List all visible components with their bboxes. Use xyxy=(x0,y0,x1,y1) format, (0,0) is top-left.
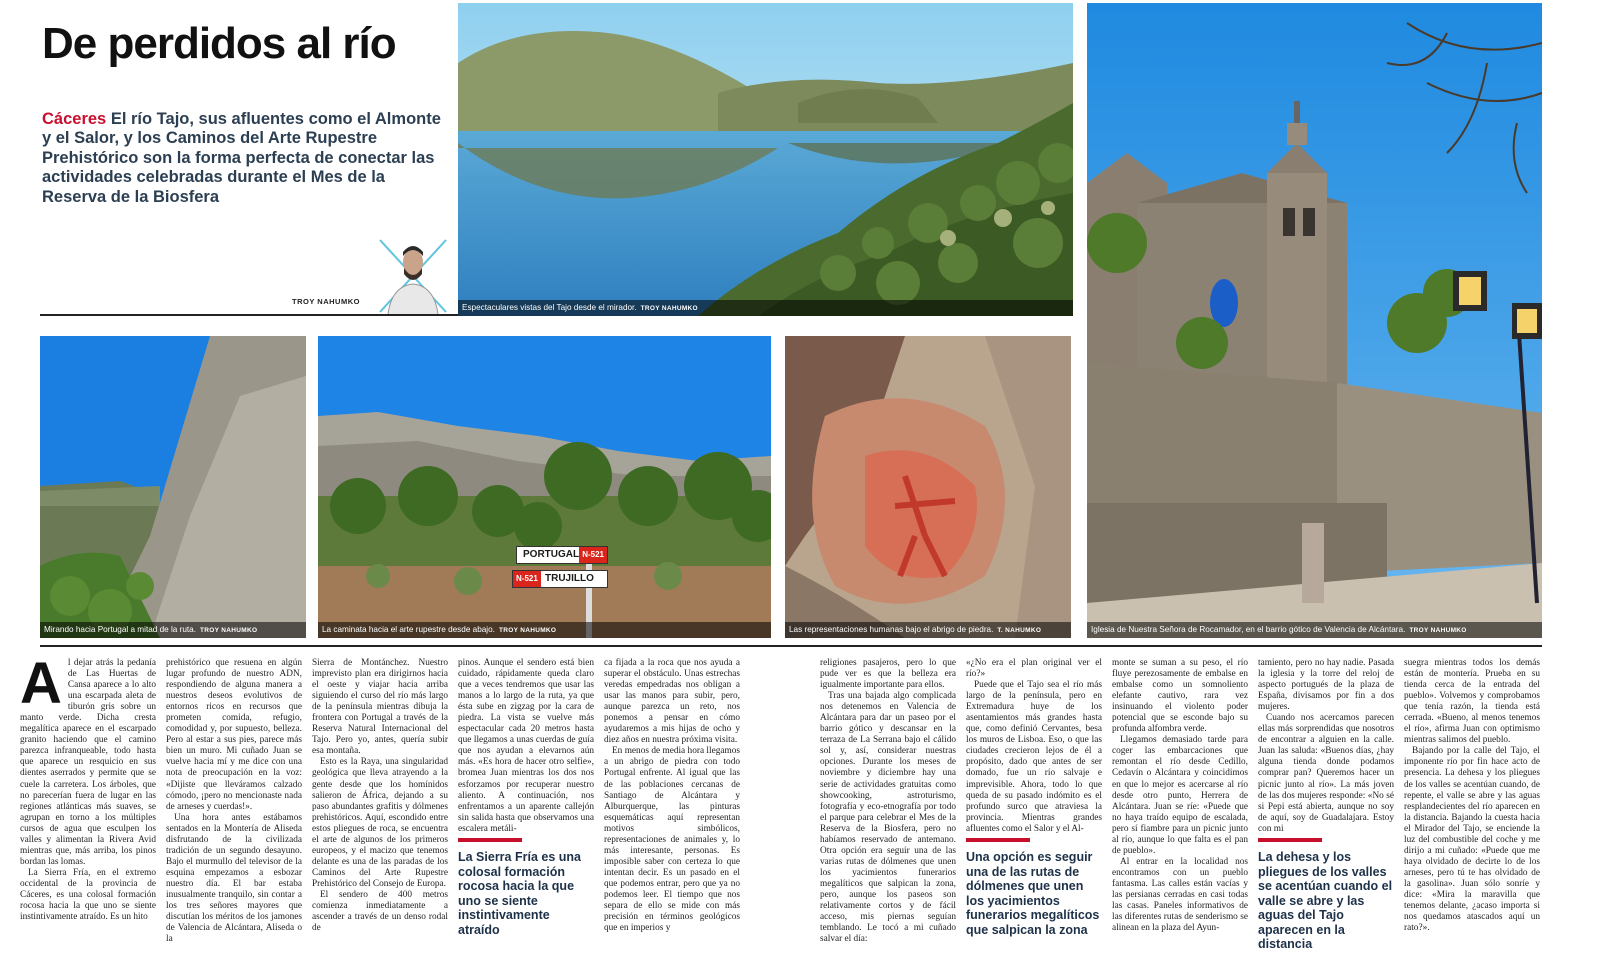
paragraph: prehistórico que resuena en algún lugar profundo de nuestro ADN, respondiendo de alguna manera a nuestros deseos evolutivos de entornos ricos en recursos que prometen comida, refugio, comodidad y, por supuesto, belleza. Pero al estar a sus pies, parece más bien un muro. Mi cuñado Juan se vuelve hacia mí y me dice con una nota de preocupación en la voz: «Dijiste que lleváramos calzado cómodo, ¡pero no mencionaste nada de arneses y cuerdas!». xyxy=(166,658,302,812)
paragraph: Bajando por la calle del Tajo, el imponente río por fin hace acto de presencia. La dehesa y los pliegues de los valles se acentúan cuando, de repente, el valle se abre y las aguas resplandecientes del río aparecen en la distancia. Bajando la cuesta hacia el Mirador del Tajo, se enciende la luz del combustible del coche y me dirijo a mi cuñado: «Puede que me haya olvidado de decirte lo de los arneses, pero tú te has olvidado de la gasolina». Juan sólo sonríe y dice: «Mira la maravilla que tenemos delante, ¿acaso importa si nos quedamos atascados aquí un rato?». xyxy=(1404,746,1540,934)
body-column-10 xyxy=(1404,658,1540,934)
sign-code: N-521 xyxy=(579,547,607,563)
body-column-2 xyxy=(166,658,302,945)
lede-text: El río Tajo, sus afluentes como el Almonte y el Salor, y los Caminos del Arte Rupestre Prehistórico son la forma perfecta de conectar las actividades celebradas durante el Mes de la Reserva de la Biosfera xyxy=(42,110,441,206)
sign-text: PORTUGAL xyxy=(523,549,580,560)
paragraph: Esto es la Raya, una singularidad geológica que lleva atrayendo a la gente desde que los homínidos salieron de África, dejando a su paso abundantes grafitis y dólmenes prehistóricos. Aquí, escondido entre estos pliegues de roca, se encuentra el arte de algunos de los primeros europeos, y el macizo que tenemos delante es una de las paradas de los Caminos del Arte Rupestre Prehistórico del Consejo de Europa. xyxy=(312,757,448,889)
body-column-3 xyxy=(312,658,448,934)
road-sign-portugal xyxy=(516,546,608,564)
photo-caption xyxy=(318,622,771,638)
lede-location: Cáceres xyxy=(42,110,107,128)
body-column-9 xyxy=(1258,658,1394,835)
photo-caption xyxy=(1087,622,1542,638)
body-column-7 xyxy=(966,658,1102,835)
pull-quote-2 xyxy=(966,838,1102,937)
photo-arte-rupestre xyxy=(785,336,1071,638)
body-column-8 xyxy=(1112,658,1248,934)
paragraph: suegra mientras todos los demás están de montería. Prueba en su tienda cerca de la entrada del pueblo». Volvemos y comprobamos que tenía razón, la tienda está cerrada. «Bueno, al menos tenemos el río», afirma Juan con optimismo mientras salimos del pueblo. xyxy=(1404,658,1540,746)
pull-quote-text: La Sierra Fría es una colosal formación rocosa hacia la que uno se siente instintivamente atraído xyxy=(458,850,581,937)
road-sign-trujillo xyxy=(512,570,608,588)
author-photo xyxy=(378,238,448,314)
paragraph: Puede que el Tajo sea el río más largo de la península, pero en Extremadura huye de los asentamientos más grandes hasta que, como definió Cervantes, besa los muros de Lisboa. Eso, o que las ciudades crecieron lejos de él a propósito, dado que antes de ser domado, fue un río salvaje e imprevisible. Ahora, todo lo que queda de su pasado indómito es el profundo surco que atraviesa la provincia. Mientras grandes afluentes como el Salor y el Al- xyxy=(966,680,1102,834)
pull-quote-3 xyxy=(1258,838,1394,952)
photo-caminata xyxy=(318,336,771,638)
pull-quote-1 xyxy=(458,838,594,937)
paragraph: El sendero de 400 metros comienza inmediatamente a ascender a través de un denso rodal de xyxy=(312,889,448,934)
caption-text: Espectaculares vistas del Tajo desde el mirador. xyxy=(462,303,637,312)
paragraph: Tras una bajada algo complicada nos detenemos en Valencia de Alcántara para dar un paseo por el barrio gótico y descansar en la terraza de La Serrana bajo el cálido sol y, así, considerar nuestras opciones. Durante los meses de noviembre y diciembre hay una serie de actividades gratuitas como showcooking, astroturismo, fotografía y eco-etnografía por todo el parque para celebrar el Mes de la Reserva de la Biosfera, pero no habíamos reservado de antemano. Otra opción era seguir una de las varias rutas de dólmenes que unen los yacimientos funerarios megalíticos que salpican la zona, pero, aunque los paseos son relativamente cortos y de fácil acceso, mis piernas seguían temblando. Le tocó a mi cuñado salvar el día: xyxy=(820,691,956,945)
pull-quote-text: Una opción es seguir una de las rutas de dólmenes que unen los yacimientos funerarios megalíticos que salpican la zona xyxy=(966,850,1100,937)
caption-text: Las representaciones humanas bajo el abrigo de piedra. xyxy=(789,625,994,634)
paragraph: En menos de media hora llegamos a un abrigo de piedra con todo Portugal enfrente. Al igual que las de las poblaciones cercanas de Santiago de Alcántara y Alburquerque, las pinturas esquemáticas aquí representan motivos simbólicos, representaciones de animales y, lo más interesante, personas. Es imposible saber con certeza lo que intentan decir. Es un pasado en el que podemos entrar, pero que ya no podemos leer. El tiempo que nos separa de ello se mide con más precisión en términos geológicos que en imperios y xyxy=(604,746,740,934)
body-column-6 xyxy=(820,658,956,945)
photo-caption xyxy=(458,300,1073,316)
photo-caption xyxy=(40,622,306,638)
paragraph: pinos. Aunque el sendero está bien cuidado, rápidamente queda claro que a veces tendremos que usar las manos a lo largo de la ruta, ya que ésta sube en zigzag por la cara de piedra. La vista se vuelve más espectacular cada 20 metros hasta que llegamos a unas cuerdas de guía que nos ayudan a elevarnos aún más. «Es hora de hacer otro selfie», bromea Juan mientras los dos nos esforzamos por recuperar nuestro aliento. A continuación, nos enfrentamos a un aparente callejón sin salida hasta que observamos una escalera metáli- xyxy=(458,658,594,834)
paragraph: tamiento, pero no hay nadie. Pasada la iglesia y la torre del reloj de aspecto portugués de la plaza de España, divisamos por fin a dos mujeres. xyxy=(1258,658,1394,713)
byline: TROY NAHUMKO xyxy=(292,297,360,306)
paragraph: Cuando nos acercamos parecen ellas más sorprendidas que nosotros de encontrar a alguien en la calle. Juan las saluda: «Buenos días, ¿hay alguna tienda donde podamos comprar pan? Queremos hacer un picnic junto al río». La más joven de las dos mujeres responde: «No sé si Pepi está abierta, aunque no soy de aquí, soy de Guadalajara. Estoy con mi xyxy=(1258,713,1394,834)
caption-credit: TROY NAHUMKO xyxy=(1409,627,1467,634)
caption-credit: TROY NAHUMKO xyxy=(640,305,698,312)
paragraph: La Sierra Fría, en el extremo occidental de la provincia de Cáceres, es una colosal formación rocosa hacia la que uno se siente instintivamente atraído. Es un hito xyxy=(20,867,156,923)
caption-text: Mirando hacia Portugal a mitad de la ruta. xyxy=(44,625,197,634)
caption-credit: TROY NAHUMKO xyxy=(200,627,258,634)
sign-text: TRUJILLO xyxy=(545,573,594,584)
headline: De perdidos al río xyxy=(42,19,396,68)
paragraph: monte se suman a su peso, el río fluye perezosamente de embalse en embalse como un somnoliento elefante cautivo, rara vez insinuando el violento poder potencial que se esconde bajo su profunda alfombra verde. xyxy=(1112,658,1248,735)
paragraph: Una hora antes estábamos sentados en la Montería de Aliseda disfrutando de la civilizada tradición de un segundo desayuno. Bajo el murmullo del televisor de la esquina empezamos a esbozar nuestro día. El bar estaba inusualmente tranquilo, sin contar a los tres señores mayores que discutían los méritos de los jamones de Valencia de Alcántara, Aliseda o la xyxy=(166,812,302,945)
paragraph: ca fijada a la roca que nos ayuda a superar el obstáculo. Unas estrechas veredas empedradas nos obligan a usar las manos para subir, pero, aunque parezca un reto, nos ponemos a pensar en cómo ayudaremos a mis hijas de ocho y diez años en nuestra próxima visita. xyxy=(604,658,740,746)
photo-caption xyxy=(785,622,1071,638)
body-column-5 xyxy=(604,658,740,934)
divider xyxy=(40,314,458,316)
pull-quote-bar xyxy=(966,838,1030,842)
pull-quote-bar xyxy=(1258,838,1322,842)
paragraph: Al entrar en la localidad nos encontramos con un pueblo fantasma. Las calles están vacías y las persianas cerradas en casi todas las casas. Paneles informativos de las diferentes rutas de senderismo se alinean en la plaza del Ayun- xyxy=(1112,856,1248,934)
paragraph: l dejar atrás la pedanía de Las Huertas de Cansa aparece a lo alto una escarpada aleta de tiburón gris sobre un manto verde. Dicha cresta megalítica aparece en el escarpado granito haciendo que el camino parezca infranqueable, todo hasta que aparece un resquicio en sus dientes aserrados y permite que se cuele la carretera. Los árboles, que no parecerían fuera de lugar en las regiones atlánticas más suaves, se agrupan en torno a los múltiples cursos de agua que esculpen los valles y alimentan la Rivera Avid mientras que, más arriba, los pinos bordan las lomas. xyxy=(20,658,156,867)
paragraph: «¿No era el plan original ver el río?» xyxy=(966,658,1102,680)
photo-tajo-mirador xyxy=(458,3,1073,316)
lede xyxy=(42,110,442,207)
caption-text: La caminata hacia el arte rupestre desde abajo. xyxy=(322,625,495,634)
photo-iglesia-rocamador xyxy=(1087,3,1542,638)
pull-quote-text: La dehesa y los pliegues de los valles se acentúan cuando el valle se abre y las aguas del Tajo aparecen en la distancia xyxy=(1258,850,1393,951)
caption-credit: TROY NAHUMKO xyxy=(498,627,557,634)
caption-credit: T. NAHUMKO xyxy=(997,627,1042,634)
caption-text: Iglesia de Nuestra Señora de Rocamador, en el barrio gótico de Valencia de Alcántara. xyxy=(1091,625,1406,634)
body-column-1 xyxy=(20,651,156,923)
paragraph: Llegamos demasiado tarde para coger las embarcaciones que remontan el río desde Cedillo, Cedavín o Alcántara y coincidimos en que lo mejor es acercarse al río desde otro punto, Herrera de Alcántara. Juan se ríe: «Puede que no haya traído equipo de escalada, pero sí fiambre para un picnic junto al río, aunque lo que falta es el pan de pueblo». xyxy=(1112,735,1248,856)
paragraph: religiones pasajeros, pero lo que pude ver es que la belleza era igualmente importante para ellos. xyxy=(820,658,956,691)
body-column-4 xyxy=(458,658,594,835)
section-divider xyxy=(40,645,1542,647)
photo-mirando-portugal xyxy=(40,336,306,638)
paragraph: Sierra de Montánchez. Nuestro imprevisto plan era dirigirnos hacia el oeste y viajar hacia arriba siguiendo el curso del río más largo de la península mientras dibuja la frontera con Portugal a través de la Reserva Natural Internacional del Tajo. Pero yo, antes, quería subir esa montaña. xyxy=(312,658,448,757)
drop-cap: A xyxy=(20,651,62,716)
sign-code: N-521 xyxy=(513,571,541,587)
pull-quote-bar xyxy=(458,838,522,842)
